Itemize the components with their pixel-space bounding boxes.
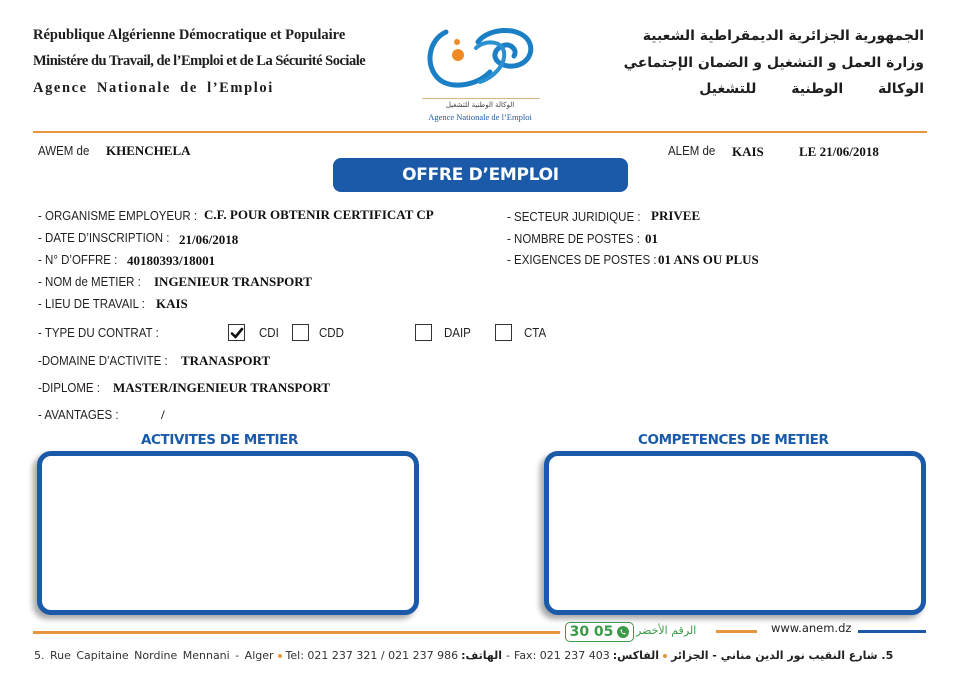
anem-logo-icon bbox=[418, 22, 542, 92]
date-inscription-value: 21/06/2018 bbox=[179, 232, 239, 247]
checkbox-cdd[interactable] bbox=[292, 324, 309, 341]
header-ar-line-3: الوكالة الوطنية للتشغيل bbox=[699, 81, 924, 97]
green-number-label: الرقم الأخضر bbox=[636, 624, 697, 637]
checkbox-cta[interactable] bbox=[495, 324, 512, 341]
nom-metier-value: INGENIEUR TRANSPORT bbox=[154, 274, 312, 289]
phone-icon bbox=[617, 626, 629, 638]
domaine-activite-label: -DOMAINE D’ACTIVITE : bbox=[38, 354, 168, 368]
secteur-juridique-value: PRIVEE bbox=[651, 208, 701, 223]
website-link[interactable]: www.anem.dz bbox=[771, 621, 852, 635]
alem-label: ALEM de bbox=[668, 144, 716, 158]
fax: Fax: 021 237 403 bbox=[514, 649, 610, 662]
header-fr-line-1: République Algérienne Démocratique et Populaire bbox=[33, 27, 346, 43]
activites-box[interactable] bbox=[37, 451, 419, 615]
checkbox-daip[interactable] bbox=[415, 324, 432, 341]
nom-metier-label: - NOM de METIER : bbox=[38, 275, 141, 289]
fax-ar-label: الفاكس: bbox=[612, 649, 660, 662]
lieu-travail-value: KAIS bbox=[156, 296, 188, 311]
header-ar-line-2: وزارة العمل و التشغيل و الضمان الإجتماعي bbox=[623, 55, 924, 71]
separator-dot bbox=[278, 654, 282, 658]
activites-title: ACTIVITES DE METIER bbox=[141, 432, 298, 448]
date-value: LE 21/06/2018 bbox=[799, 144, 879, 159]
tel-ar-label: الهاتف: bbox=[461, 649, 503, 662]
checkbox-cdi[interactable] bbox=[228, 324, 245, 341]
competences-title: COMPETENCES DE METIER bbox=[638, 432, 829, 448]
organisme-label: - ORGANISME EMPLOYEUR : bbox=[38, 209, 198, 223]
green-number-badge bbox=[565, 622, 634, 642]
logo-french-caption: Agence Nationale de l’Emploi bbox=[428, 112, 532, 122]
footer-divider-right bbox=[858, 630, 926, 633]
exigences-postes-label: - EXIGENCES DE POSTES : bbox=[507, 253, 657, 267]
exigences-postes-value: 01 ANS OU PLUS bbox=[658, 252, 759, 267]
secteur-juridique-label: - SECTEUR JURIDIQUE : bbox=[507, 210, 641, 224]
awem-label: AWEM de bbox=[38, 144, 90, 158]
green-number: 30 05 bbox=[569, 624, 614, 640]
footer-divider-left bbox=[33, 631, 560, 634]
footer-divider-mid bbox=[716, 630, 757, 633]
type-contrat-label: - TYPE DU CONTRAT : bbox=[38, 326, 159, 340]
address-fr: 5. Rue Capitaine Nordine Mennani - Alger bbox=[34, 649, 274, 662]
header-ar-line-1: الجمهورية الجزائرية الديمقراطية الشعبية bbox=[642, 28, 924, 44]
diplome-label: -DIPLOME : bbox=[38, 381, 100, 395]
numero-offre-value: 40180393/18001 bbox=[127, 253, 216, 268]
competences-box[interactable] bbox=[544, 451, 926, 615]
alem-value: KAIS bbox=[732, 144, 764, 159]
logo-arabic-caption: الوكالة الوطنية للتشغيل bbox=[445, 101, 515, 109]
date-inscription-label: - DATE D’INSCRIPTION : bbox=[38, 231, 170, 245]
numero-offre-label: - N° D’OFFRE : bbox=[38, 253, 118, 267]
checkbox-daip-label: DAIP bbox=[444, 326, 471, 340]
page-title: OFFRE D’EMPLOI bbox=[333, 158, 628, 192]
separator-dot bbox=[663, 654, 667, 658]
header-fr-line-2: Ministére du Travail, de l’Emploi et de La Sécurité Sociale bbox=[33, 53, 366, 69]
lieu-travail-label: - LIEU DE TRAVAIL : bbox=[38, 297, 145, 311]
tel: Tel: 021 237 321 / 021 237 986 bbox=[285, 649, 459, 662]
header-fr-line-3: Agence Nationale de l’Emploi bbox=[33, 80, 274, 96]
checkbox-cdd-label: CDD bbox=[319, 326, 344, 340]
nombre-postes-value: 01 bbox=[645, 231, 658, 246]
avantages-value: / bbox=[161, 407, 165, 422]
footer-address: 5. Rue Capitaine Nordine Mennani - Alger Tel: 021 237 321 / 021 237 986 الهاتف: - Fax: 021 237 403 الفاكس: 5. شارع النقيب نور الدين مناني - الجزائر bbox=[34, 649, 894, 662]
organisme-value: C.F. POUR OBTENIR CERTIFICAT CP bbox=[204, 207, 434, 222]
header-divider bbox=[33, 131, 927, 133]
domaine-activite-value: TRANASPORT bbox=[181, 353, 271, 368]
checkbox-cta-label: CTA bbox=[524, 326, 547, 340]
awem-value: KHENCHELA bbox=[106, 143, 191, 158]
anem-logo bbox=[418, 22, 542, 127]
avantages-label: - AVANTAGES : bbox=[38, 408, 119, 422]
checkbox-cdi-label: CDI bbox=[259, 326, 279, 340]
diplome-value: MASTER/INGENIEUR TRANSPORT bbox=[113, 380, 331, 395]
nombre-postes-label: - NOMBRE DE POSTES : bbox=[507, 232, 640, 246]
checkmark-icon bbox=[230, 326, 244, 340]
address-ar: 5. شارع النقيب نور الدين مناني - الجزائر bbox=[671, 649, 894, 662]
